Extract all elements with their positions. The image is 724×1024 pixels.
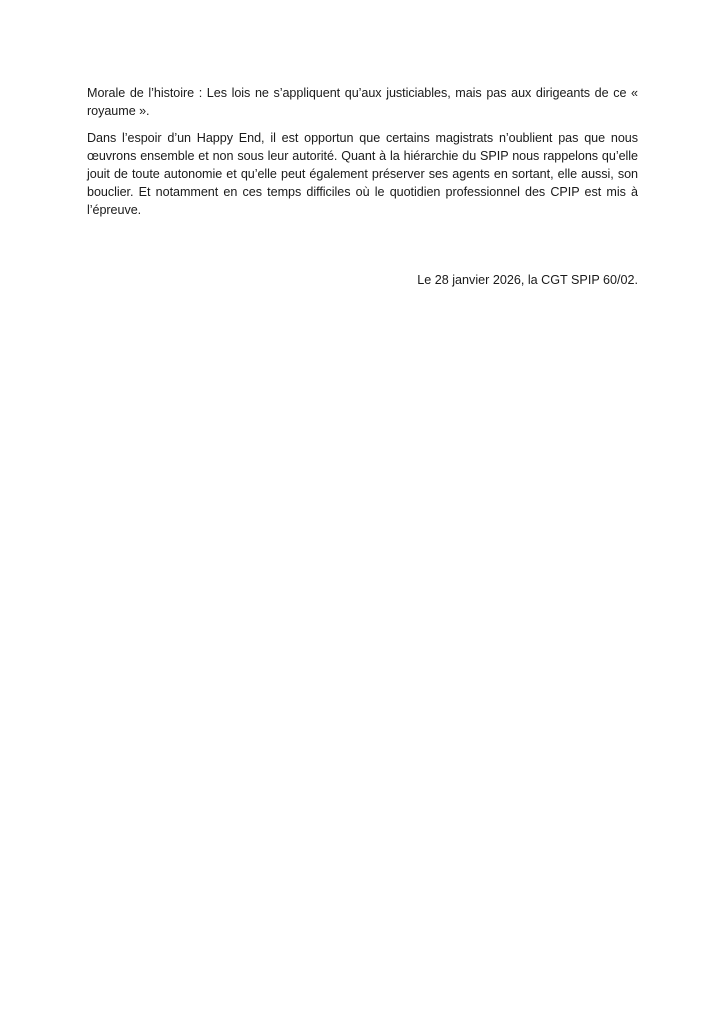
paragraph-moral: Morale de l’histoire : Les lois ne s’appliquent qu’aux justiciables, mais pas aux dirigeants de ce « royaume ». — [87, 86, 638, 118]
document-body — [87, 84, 638, 219]
paragraph-happy-end: Dans l’espoir d’un Happy End, il est opportun que certains magistrats n’oublient pas que nous œuvrons ensemble et non sous leur autorité. Quant à la hiérarchie du SPIP nous rappelons qu’elle jouit de toute autonomie et qu’elle peut également préserver ses agents en sortant, elle aussi, son bouclier. Et notamment en ces temps difficiles où le quotidien professionnel des CPIP est mis à l’épreuve. — [87, 131, 638, 217]
signature-line: Le 28 janvier 2026, la CGT SPIP 60/02. — [417, 273, 638, 287]
